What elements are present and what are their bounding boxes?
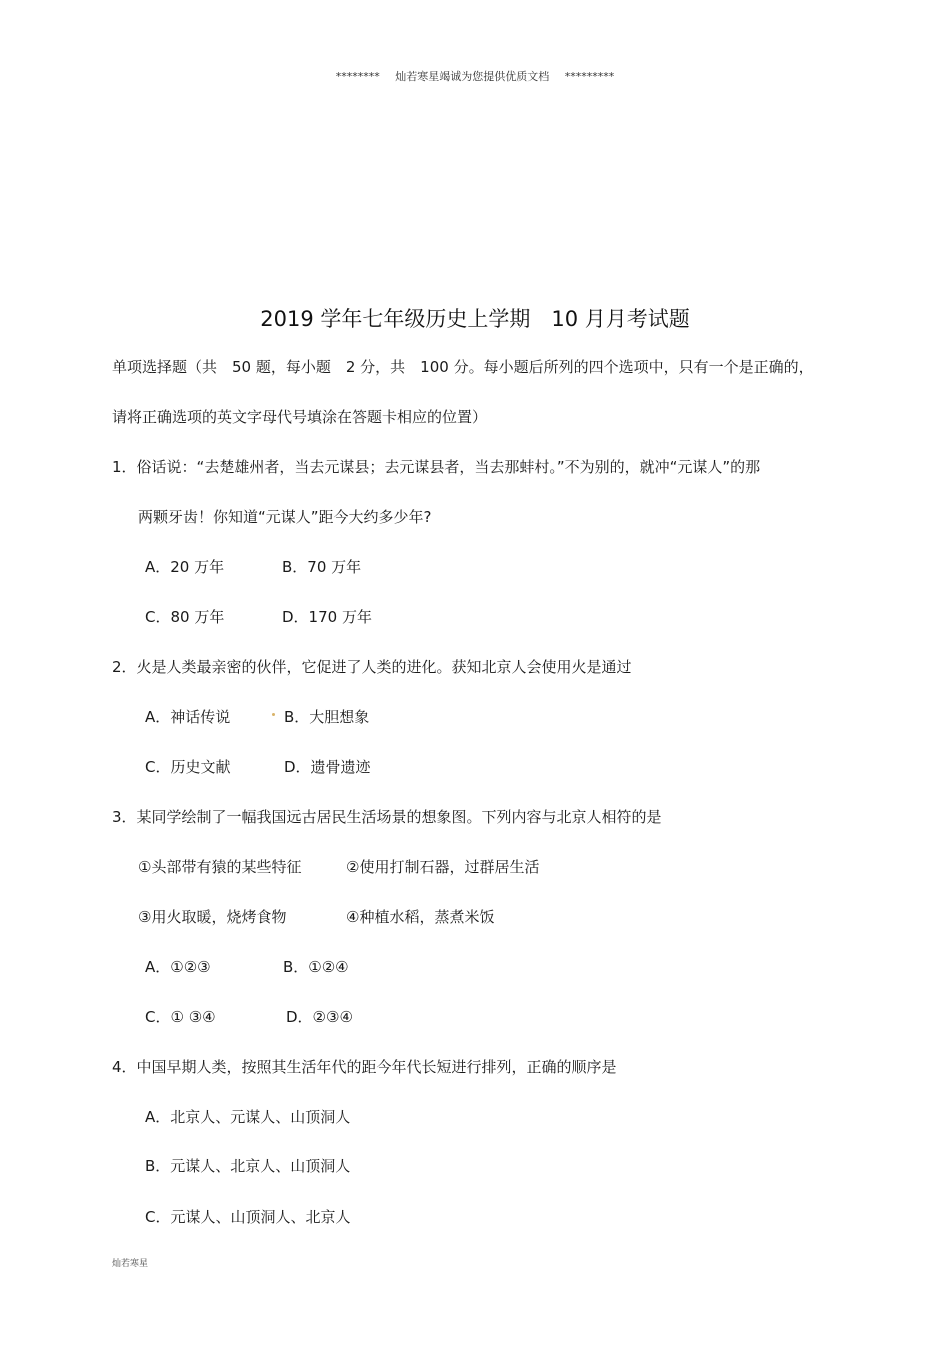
stray-dot-mark xyxy=(272,713,275,716)
question-4-stem: 4．中国早期人类，按照其生活年代的距今年代长短进行排列，正确的顺序是 xyxy=(112,1058,617,1076)
question-2-stem: 2．火是人类最亲密的伙伴，它促进了人类的进化。获知北京人会使用火是通过 xyxy=(112,658,632,676)
question-4-option-c: C．元谋人、山顶洞人、北京人 xyxy=(145,1208,351,1226)
question-3-option-d: D．②③④ xyxy=(286,1008,353,1026)
question-2-option-d: D．遗骨遗迹 xyxy=(284,758,371,776)
question-3-option-a: A．①②③ xyxy=(145,958,211,976)
question-1-option-a: A．20 万年 xyxy=(145,558,225,576)
question-3-option-b: B．①②④ xyxy=(283,958,349,976)
question-2-option-b: B．大胆想象 xyxy=(284,708,370,726)
question-4-option-b: B．元谋人、北京人、山顶洞人 xyxy=(145,1157,351,1175)
question-1-stem-line-1: 1．俗话说：“去楚雄州者，当去元谋县；去元谋县者，当去那蚌村。”不为别的，就冲“元谋人”的那 xyxy=(112,458,761,476)
question-3-item-1: ①头部带有猿的某些特征 xyxy=(138,858,302,876)
page-footer: 灿若寒星 xyxy=(112,1259,149,1269)
page-title: 2019 学年七年级历史上学期 10 月月考试题 xyxy=(260,307,690,331)
question-1-stem-line-2: 两颗牙齿！你知道“元谋人”距今大约多少年? xyxy=(138,508,432,526)
question-1-option-c: C．80 万年 xyxy=(145,608,225,626)
question-3-stem: 3．某同学绘制了一幅我国远古居民生活场景的想象图。下列内容与北京人相符的是 xyxy=(112,808,662,826)
question-3-item-2: ②使用打制石器，过群居生活 xyxy=(346,858,540,876)
header-stars-left: ******** xyxy=(335,70,380,83)
question-1-option-b: B．70 万年 xyxy=(282,558,362,576)
question-2-option-c: C．历史文献 xyxy=(145,758,231,776)
question-4-option-a: A．北京人、元谋人、山顶洞人 xyxy=(145,1108,351,1126)
header-text: 灿若寒星竭诚为您提供优质文档 xyxy=(395,70,550,83)
question-3-item-3: ③用火取暖，烧烤食物 xyxy=(138,908,287,926)
instructions-line-2: 请将正确选项的英文字母代号填涂在答题卡相应的位置） xyxy=(112,408,488,426)
question-2-option-a: A．神话传说 xyxy=(145,708,231,726)
page-header xyxy=(0,68,950,84)
header-stars-right: ********* xyxy=(564,70,615,83)
question-1-option-d: D．170 万年 xyxy=(282,608,372,626)
instructions-line-1: 单项选择题（共 50 题，每小题 2 分，共 100 分。每小题后所列的四个选项中，只有一个是正确的， xyxy=(112,358,814,376)
question-3-item-4: ④种植水稻，蒸煮米饭 xyxy=(346,908,495,926)
question-3-option-c: C．① ③④ xyxy=(145,1008,216,1026)
